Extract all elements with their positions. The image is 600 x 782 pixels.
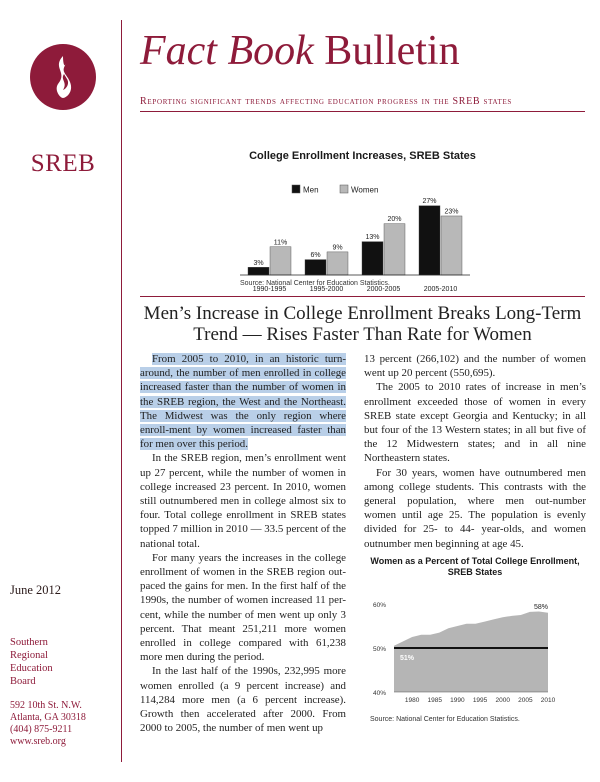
x-tick-label: 1985	[427, 697, 442, 704]
bulletin-tagline: Reporting significant trends affecting education progress in the SREB states	[140, 96, 513, 107]
data-label: 13%	[365, 234, 380, 242]
data-label: 20%	[387, 216, 402, 224]
legend-label-men: Men	[303, 185, 319, 195]
bulletin-title	[140, 30, 460, 72]
address-website-link[interactable]: www.sreb.org	[10, 736, 66, 747]
bar-men	[305, 260, 326, 275]
area-series-women	[394, 612, 548, 693]
y-tick-label: 40%	[372, 690, 386, 697]
article-paragraph: For 30 years, women have outnumbered men among college students. This contrasts with the general population, where men out-number women until age 25. The population is evenly divided for 25- to 44- year-olds, and women outnumber men beginning at age 45.	[364, 466, 586, 550]
issue-date: June 2012	[10, 583, 62, 597]
x-tick-label: 1995-2000	[309, 286, 344, 293]
section-rule	[140, 296, 585, 297]
legend-swatch-women	[340, 185, 348, 193]
y-tick-label: 50%	[372, 646, 386, 653]
bar-men	[419, 206, 440, 275]
org-line: Southern	[10, 637, 48, 648]
article-headline: Men’s Increase in College Enrollment Breaks Long-Term Trend — Rises Faster Than Rate for Women	[143, 303, 582, 345]
x-tick-label: 1990-1995	[252, 286, 287, 293]
title-italic: Fact Book	[140, 28, 314, 74]
bar-women	[270, 247, 291, 275]
data-label: 27%	[422, 198, 437, 206]
data-label: 9%	[332, 244, 343, 252]
address-city: Atlanta, GA 30318	[10, 712, 86, 723]
y-tick-label: 60%	[372, 602, 386, 609]
bar-women	[327, 252, 348, 275]
bar-men	[362, 242, 383, 275]
chart-title: Women as a Percent of Total College Enrollment, SREB States	[370, 556, 580, 577]
x-tick-label: 2000	[495, 697, 510, 704]
x-tick-label: 1995	[472, 697, 488, 704]
highlighted-lead: From 2005 to 2010, in an historic turn-around, the number of men enrolled in college increased faster than the number of women in the SREB region, the West and the Northeast. The Midwest was the only region where enroll-ment by women increased faster than for men over this period.	[140, 353, 346, 451]
x-tick-label: 1980	[404, 697, 420, 704]
article-column-right	[364, 352, 586, 551]
legend-label-women: Women	[351, 185, 379, 195]
bar-women	[384, 224, 405, 275]
x-tick-label: 2005-2010	[423, 286, 458, 293]
article-paragraph: The 2005 to 2010 rates of increase in men’s enrollment exceeded those of women in every SREB state except Georgia and Kentucky; in all but four of the 13 Western states; in all but five of the 12 Midwestern states; and in all nine Northeastern states.	[364, 381, 586, 465]
end-value-label: 58%	[533, 603, 548, 611]
article-paragraph: For many years the increases in the college enrollment of women in the SREB region out-paced the gains for men. In the first half of the 1990s, the number of women increased 11 per-cent, while the number of men went up only 3 percent. That meant 251,211 more women enrolled in college compared with 61,238 more men during the period.	[140, 551, 346, 664]
data-label: 3%	[253, 259, 264, 267]
address-phone: (404) 875-9211	[10, 724, 73, 735]
women-percent-area-chart	[364, 596, 586, 714]
bar-women	[441, 216, 462, 275]
torch-flame-icon	[30, 44, 96, 110]
data-label: 6%	[310, 252, 321, 260]
sreb-wordmark: SREB	[30, 150, 96, 177]
start-value-label: 51%	[400, 655, 415, 662]
address-street: 592 10th St. N.W.	[10, 700, 82, 711]
article-paragraph: In the last half of the 1990s, 232,995 more women enrolled (a 9 percent increase) and 114,284 more men (a 6 percent increase). Growth then accelerated after 2000. From 2000 to 2005, the number of men went up	[140, 665, 346, 735]
x-tick-label: 2010	[540, 697, 556, 704]
title-rest: Bulletin	[313, 28, 460, 74]
chart-source: Source: National Center for Education Statistics.	[240, 280, 390, 287]
article-paragraph: In the SREB region, men’s enrollment went up 27 percent, while the number of women in college increased 23 percent. In 2010, women still outnumbered men in college almost six to four. Total college enrollment in SREB states topped 7 million in 2010 — 33.5 percent of the national total.	[140, 452, 346, 550]
article-column-left	[140, 352, 346, 735]
x-tick-label: 2000-2005	[366, 286, 401, 293]
org-line: Board	[10, 676, 36, 687]
x-tick-label: 1990	[450, 697, 465, 704]
legend-swatch-men	[292, 185, 300, 193]
bar-men	[248, 267, 269, 275]
data-label: 11%	[273, 239, 288, 247]
org-name	[10, 636, 53, 688]
masthead-rule	[140, 111, 585, 112]
enrollment-increase-chart	[140, 150, 585, 293]
vertical-divider	[121, 20, 122, 762]
chart-legend	[292, 185, 378, 195]
lead-paragraph	[140, 352, 346, 451]
org-line: Education	[10, 663, 53, 674]
org-address	[10, 700, 86, 748]
data-label: 23%	[444, 208, 459, 216]
chart-source: Source: National Center for Education Statistics.	[370, 716, 520, 723]
chart-title: College Enrollment Increases, SREB States	[249, 150, 476, 162]
org-line: Regional	[10, 650, 48, 661]
article-paragraph-continued: 13 percent (266,102) and the number of women went up 20 percent (550,695).	[364, 353, 586, 380]
x-tick-label: 2005	[518, 697, 533, 704]
